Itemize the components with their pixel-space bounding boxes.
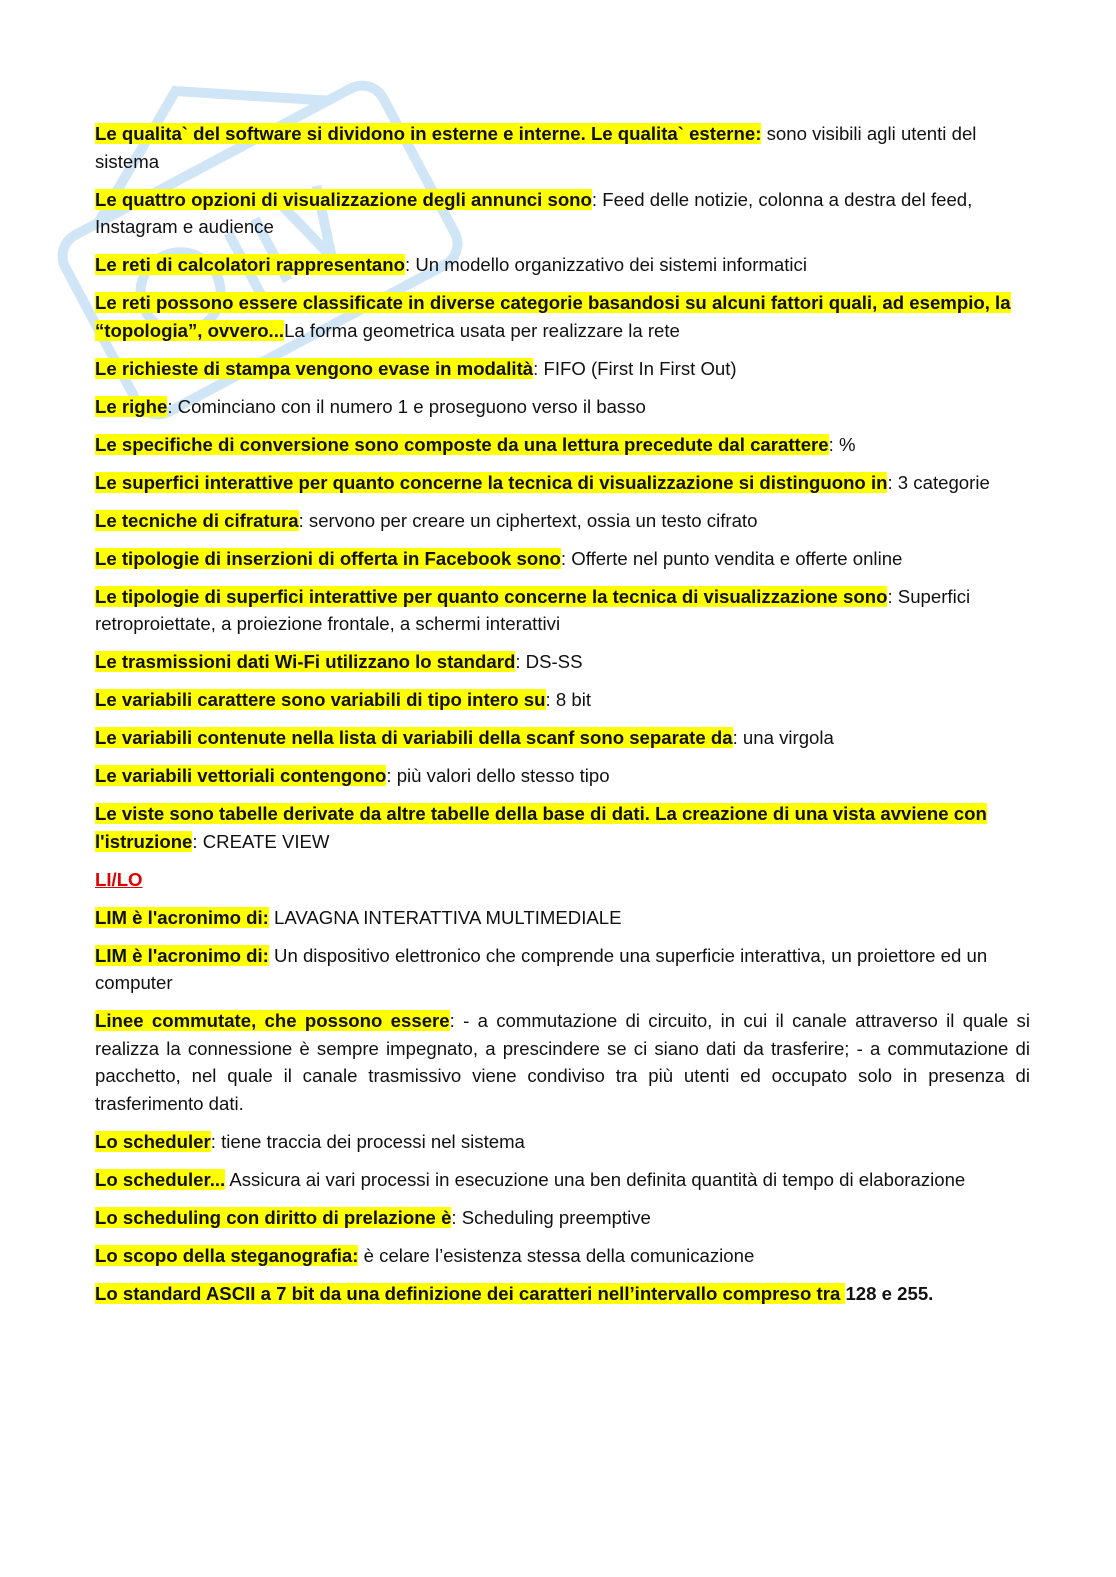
qa-entry: [95, 251, 1030, 279]
answer-text: La forma geometrica usata per realizzare la rete: [284, 319, 680, 341]
qa-entry: [95, 800, 1030, 855]
question-text: Le specifiche di conversione sono composte da una lettura precedute dal carattere: [95, 433, 829, 455]
qa-entry: [95, 904, 1030, 932]
question-text: Le richieste di stampa vengono evase in modalità: [95, 357, 534, 379]
qa-entry: [95, 1166, 1030, 1194]
question-text: LIM è l'acronimo di:: [95, 944, 269, 966]
question-text: Le reti possono essere classificate in diverse categorie basandosi su alcuni fattori quali, ad esempio, la “topologia”, ovvero...: [95, 292, 1011, 341]
answer-text: Assicura ai vari processi in esecuzione una ben definita quantità di tempo di elaborazione: [225, 1168, 966, 1190]
qa-entry: [95, 942, 1030, 997]
question-text: Le trasmissioni dati Wi-Fi utilizzano lo standard: [95, 651, 516, 672]
question-text: Le variabili vettoriali contengono: [95, 765, 387, 786]
question-text: Le righe: [95, 395, 168, 417]
question-text: LIM è l'acronimo di:: [95, 906, 269, 928]
answer-text: : 3 categorie: [887, 471, 990, 493]
question-text: Le tipologie di superfici interattive per quanto concerne la tecnica di visualizzazione sono: [95, 585, 888, 607]
question-text: Lo standard ASCII a 7 bit da una definizione dei caratteri nell’intervallo compreso tra: [95, 1282, 846, 1304]
answer-text: : Cominciano con il numero 1 e proseguono verso il basso: [167, 395, 646, 417]
qa-entry: [95, 186, 1030, 241]
qa-entry: [95, 686, 1030, 714]
qa-entry: [95, 1280, 1030, 1308]
qa-entry: [95, 393, 1030, 421]
qa-entry: [95, 545, 1030, 573]
answer-text: Un dispositivo elettronico che comprende una superficie interattiva, un proiettore ed un computer: [95, 944, 988, 993]
answer-text: : tiene traccia dei processi nel sistema: [210, 1130, 525, 1152]
question-text: Le superfici interattive per quanto concerne la tecnica di visualizzazione si distinguono in: [95, 471, 888, 493]
qa-entry: [95, 507, 1030, 535]
answer-text: LAVAGNA INTERATTIVA MULTIMEDIALE: [268, 906, 622, 928]
answer-text: : Superfici retroproiettate, a proiezione frontale, a schermi interattivi: [95, 585, 971, 634]
question-text: Le reti di calcolatori rappresentano: [95, 254, 405, 275]
answer-text: : %: [828, 433, 856, 455]
qa-entry: [95, 583, 1030, 638]
question-text: Le quattro opzioni di visualizzazione degli annunci sono: [95, 188, 592, 210]
answer-text: : servono per creare un ciphertext, ossia un testo cifrato: [298, 509, 758, 531]
answer-text: : più valori dello stesso tipo: [386, 765, 610, 786]
answer-text: : una virgola: [732, 727, 834, 748]
question-text: Le variabili contenute nella lista di variabili della scanf sono separate da: [95, 727, 733, 748]
qa-entry: [95, 724, 1030, 752]
answer-text: : Un modello organizzativo dei sistemi informatici: [404, 254, 807, 275]
question-text: Le tecniche di cifratura: [95, 509, 299, 531]
answer-text: : FIFO (First In First Out): [533, 357, 737, 379]
qa-entry: [95, 289, 1030, 344]
question-text: Le qualita` del software si dividono in esterne e interne. Le qualita` esterne:: [95, 123, 762, 144]
document-content: [95, 120, 1030, 1318]
answer-text: : DS-SS: [515, 651, 583, 672]
qa-entry: [95, 355, 1030, 383]
answer-text: è celare l’esistenza stessa della comunicazione: [358, 1244, 755, 1266]
answer-text: : Scheduling preemptive: [451, 1206, 651, 1228]
qa-entry: [95, 762, 1030, 790]
qa-entry: [95, 1204, 1030, 1232]
question-text: Le variabili carattere sono variabili di tipo intero su: [95, 689, 546, 710]
answer-text: sono visibili agli utenti del sistema: [95, 123, 977, 172]
question-text: Le tipologie di inserzioni di offerta in Facebook sono: [95, 547, 561, 569]
question-text: Linee commutate, che possono essere: [95, 1010, 450, 1031]
qa-entry: [95, 1007, 1030, 1117]
qa-entry: [95, 469, 1030, 497]
section-heading: LI/LO: [95, 868, 143, 890]
question-text: Lo scheduling con diritto di prelazione è: [95, 1206, 452, 1228]
qa-entry: [95, 648, 1030, 676]
qa-entry: [95, 120, 1030, 175]
answer-text: : Feed delle notizie, colonna a destra del feed, Instagram e audience: [95, 188, 973, 237]
question-text: Lo scheduler...: [95, 1168, 226, 1190]
question-text: Lo scheduler: [95, 1130, 211, 1152]
answer-text: : - a commutazione di circuito, in cui il canale attraverso il quale si realizza la connessione è sempre impegnato, a prescindere se ci siano dati da trasferire; - a commutazione di pacchetto, nel quale il canale trasmissivo viene condiviso tra più utenti ed occupato solo in presenza di trasferimento dati.: [95, 1010, 1030, 1114]
question-text: Le viste sono tabelle derivate da altre tabelle della base di dati. La creazione di una vista avviene con l'istruzione: [95, 803, 987, 852]
answer-text: : CREATE VIEW: [192, 830, 330, 852]
qa-entry: [95, 1128, 1030, 1156]
answer-text: 128 e 255.: [845, 1282, 934, 1304]
answer-text: : 8 bit: [545, 689, 591, 710]
qa-entry: [95, 1242, 1030, 1270]
answer-text: : Offerte nel punto vendita e offerte online: [560, 547, 903, 569]
qa-entry: [95, 431, 1030, 459]
question-text: Lo scopo della steganografia:: [95, 1244, 359, 1266]
